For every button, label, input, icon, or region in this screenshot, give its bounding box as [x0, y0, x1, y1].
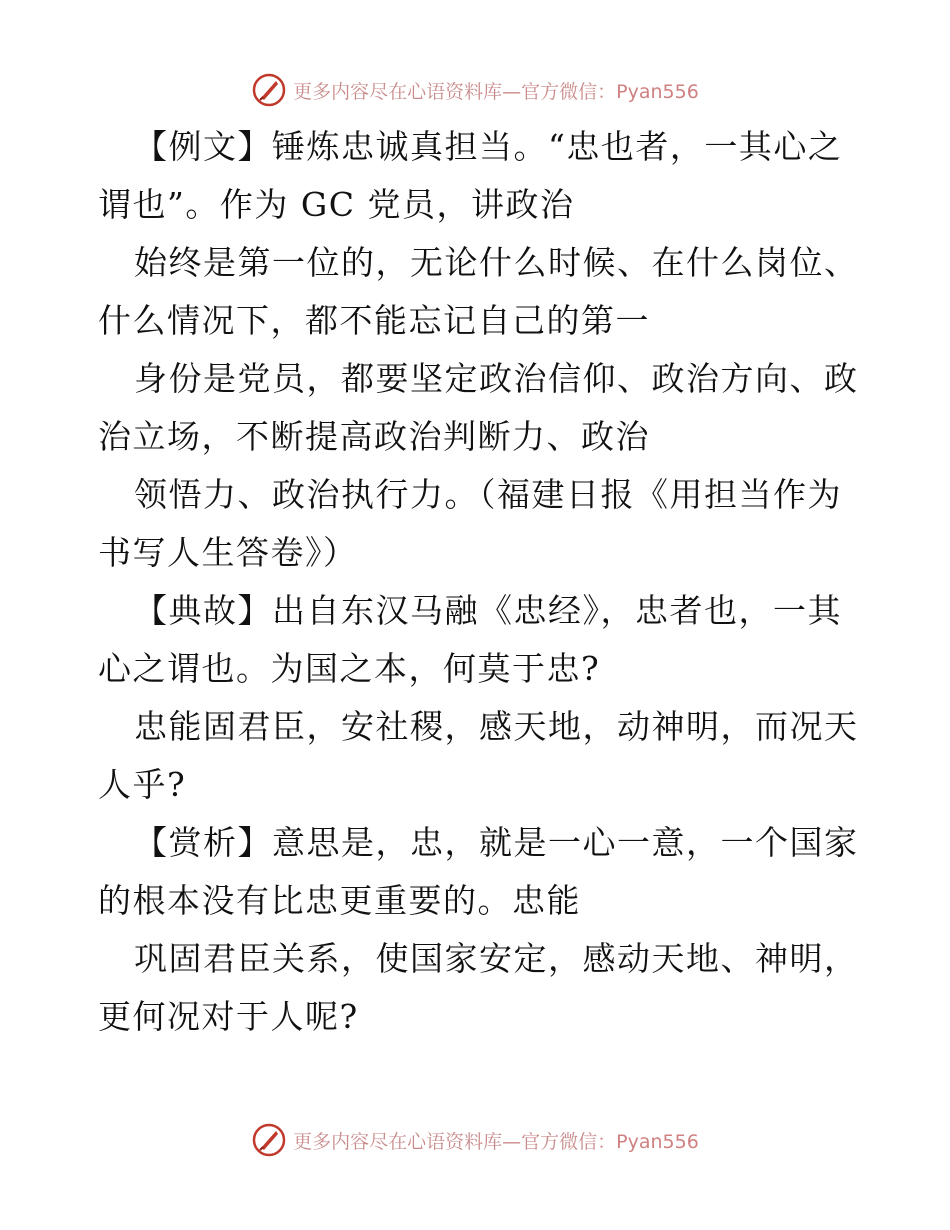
paragraph-2: 始终是第一位的，无论什么时候、在什么岗位、 什么情况下，都不能忘记自己的第一 — [98, 243, 859, 340]
paragraph-7: 【赏析】意思是，忠，就是一心一意，一个国家 的根本没有比忠更重要的。忠能 — [98, 823, 859, 920]
paragraph-5: 【典故】出自东汉马融《忠经》，忠者也，一其 心之谓也。为国之本，何莫于忠? — [98, 591, 842, 688]
paragraph-3: 身份是党员，都要坚定政治信仰、政治方向、政 治立场，不断提高政治判断力、政治 — [98, 359, 859, 456]
paragraph-8: 巩固君臣关系，使国家安定，感动天地、神明， 更何况对于人呢? — [98, 939, 859, 1036]
banner-wechat-id: Pyan556 — [616, 1130, 699, 1153]
banner-wechat-id: Pyan556 — [616, 80, 699, 103]
paragraph-1: 【例文】锤炼忠诚真担当。“忠也者，一其心之 谓也”。作为 GC 党员，讲政治 — [98, 127, 843, 224]
footer-banner — [0, 1120, 950, 1160]
paragraph-4: 领悟力、政治执行力。（福建日报《用担当作为 书写人生答卷》） — [98, 475, 842, 572]
quill-logo-icon — [251, 1122, 287, 1158]
banner-text: 更多内容尽在心语资料库—官方微信： — [293, 1130, 617, 1153]
paragraph-6: 忠能固君臣，安社稷，感天地，动神明，而况天 人乎? — [98, 707, 859, 804]
header-banner — [0, 70, 950, 110]
quill-logo-icon — [251, 72, 287, 108]
banner-text: 更多内容尽在心语资料库—官方微信： — [293, 80, 617, 103]
document-body — [98, 118, 858, 1046]
